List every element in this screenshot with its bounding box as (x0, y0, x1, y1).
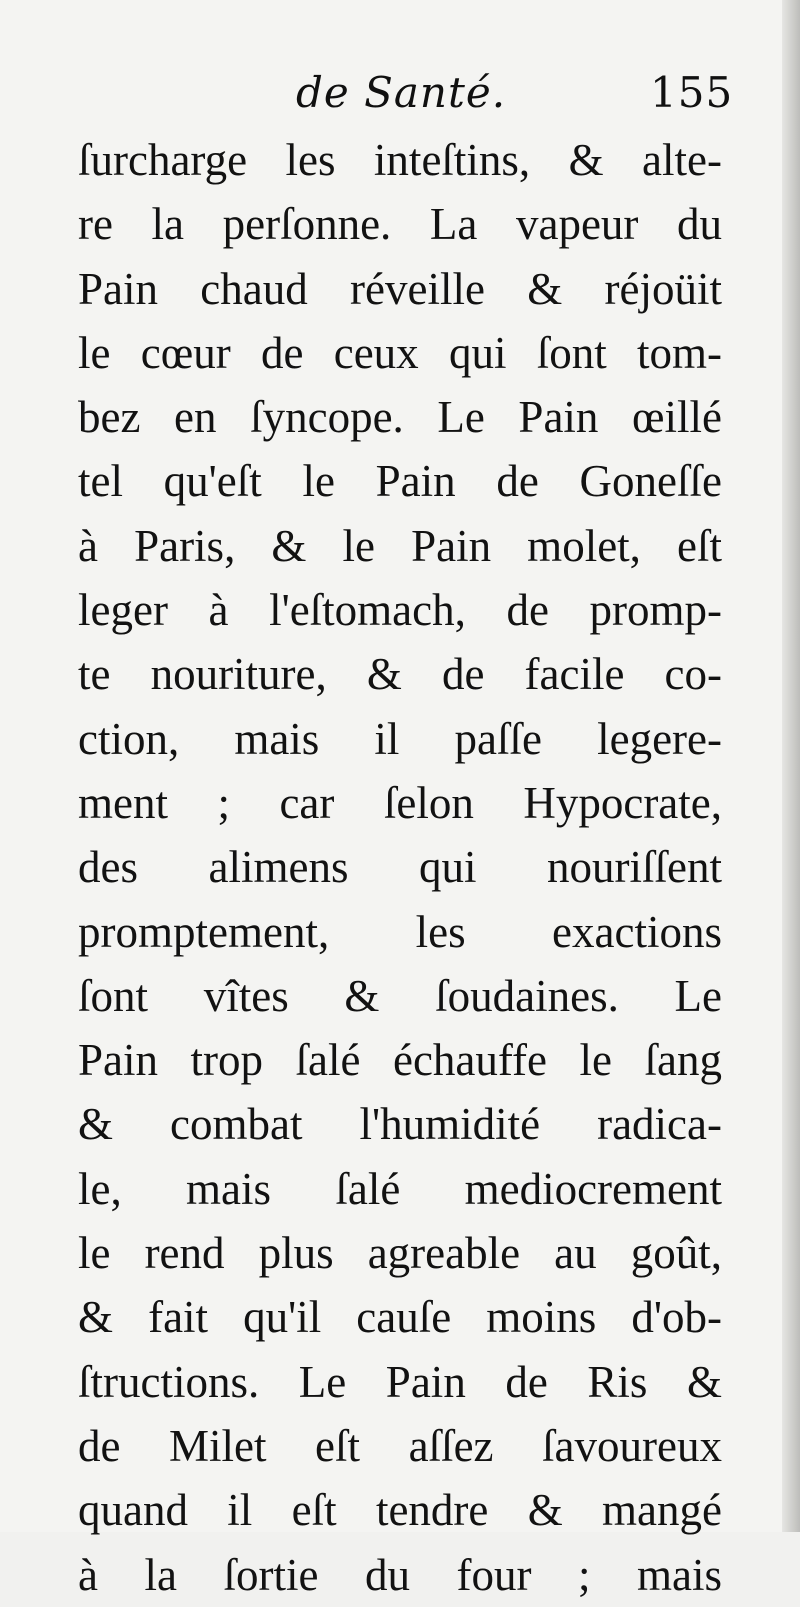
text-line: promptement, les exactions (78, 906, 722, 957)
page-number: 155 (650, 68, 734, 117)
text-line: Pain chaud réveille & réjoüit (78, 263, 722, 314)
text-line: ſont vîtes & ſoudaines. Le (78, 970, 722, 1021)
running-head: de Santé. (296, 68, 507, 117)
text-line: le, mais ſalé mediocrement (78, 1163, 722, 1214)
text-line: Pain trop ſalé échauffe le ſang (78, 1035, 722, 1086)
text-line: ſurcharge les inteſtins, & alte- (78, 135, 722, 185)
text-line: & fait qu'il cauſe moins d'ob- (78, 1292, 722, 1343)
text-line: quand il eſt tendre & mangé (78, 1485, 722, 1536)
text-line: ment ; car ſelon Hypocrate, (78, 777, 722, 828)
text-line: le cœur de ceux qui ſont tom- (78, 327, 722, 378)
text-line: de Milet eſt aſſez ſavoureux (78, 1420, 722, 1471)
text-line: ction, mais il paſſe legere- (78, 713, 722, 764)
text-line: le rend plus agreable au goût, (78, 1228, 722, 1279)
body-text (78, 128, 722, 1607)
page-edge-shadow (782, 0, 800, 1532)
text-line: & combat l'humidité radica- (78, 1099, 722, 1150)
text-line: tel qu'eſt le Pain de Goneſſe (78, 456, 722, 507)
text-line: à Paris, & le Pain molet, eſt (78, 520, 722, 571)
text-line: ſtructions. Le Pain de Ris & (78, 1356, 722, 1407)
text-line: bez en ſyncope. Le Pain œillé (78, 392, 722, 443)
text-line: leger à l'eſtomach, de promp- (78, 585, 722, 636)
text-line: à la ſortie du four ; mais (78, 1549, 722, 1600)
text-line: des alimens qui nouriſſent (78, 842, 722, 893)
text-line: re la perſonne. La vapeur du (78, 199, 722, 250)
text-line: te nouriture, & de facile co- (78, 649, 722, 700)
